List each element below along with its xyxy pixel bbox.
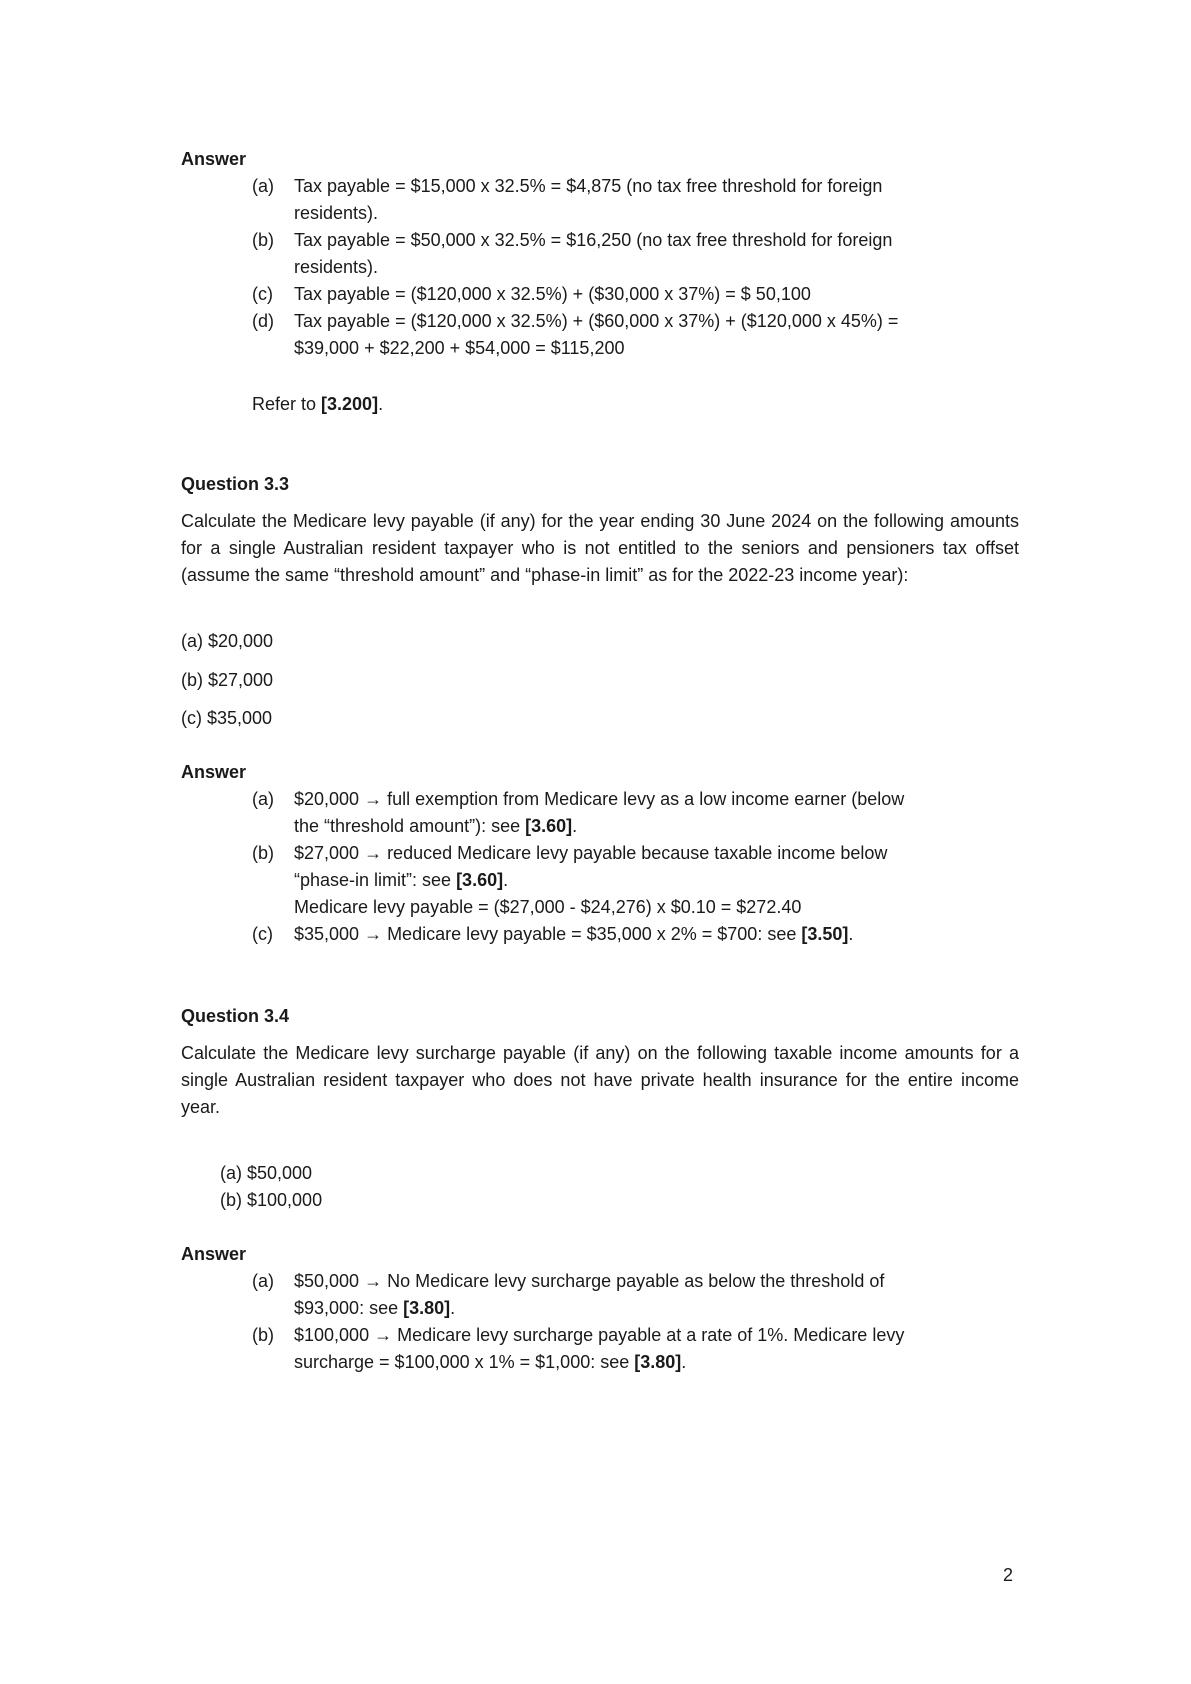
reference: [3.80] bbox=[403, 1298, 451, 1318]
answer-item-text bbox=[294, 921, 853, 947]
answer-item-label: (c) bbox=[252, 924, 273, 944]
answer-item-label: (a) bbox=[252, 789, 274, 809]
answer-item-text: Tax payable = ($120,000 x 32.5%) + ($60,000 x 37%) + ($120,000 x 45%) = bbox=[294, 311, 899, 331]
question-option: (b) $27,000 bbox=[181, 670, 274, 690]
page-number: 2 bbox=[1003, 1565, 1014, 1585]
reference: [3.200] bbox=[321, 394, 379, 414]
answer-item-text: $39,000 + $22,200 + $54,000 = $115,200 bbox=[294, 338, 625, 358]
answer-item-text: Tax payable = ($120,000 x 32.5%) + ($30,000 x 37%) = $ 50,100 bbox=[294, 284, 811, 304]
answer-item-label: (b) bbox=[252, 1325, 274, 1345]
answer-text: surcharge = $100,000 x 1% = $1,000: see bbox=[294, 1352, 635, 1372]
answer-item-text bbox=[294, 867, 508, 893]
question-option: (c) $35,000 bbox=[181, 708, 273, 728]
answer-heading: Answer bbox=[181, 149, 247, 169]
answer-heading: Answer bbox=[181, 762, 247, 782]
question-text: Calculate the Medicare levy surcharge payable (if any) on the following taxable income amounts for a single Australian resident taxpayer who does not have private health insurance for the entire income year. bbox=[181, 1043, 1019, 1117]
answer-item-label: (d) bbox=[252, 311, 274, 331]
answer-item-label: (c) bbox=[252, 284, 273, 304]
answer-item-text: Tax payable = $15,000 x 32.5% = $4,875 (no tax free threshold for foreign bbox=[294, 176, 883, 196]
reference: [3.50] bbox=[801, 924, 849, 944]
answer-item-text bbox=[294, 1295, 455, 1321]
answer-text: $35,000 → Medicare levy payable = $35,000 x 2% = $700: see bbox=[294, 924, 802, 944]
reference: [3.60] bbox=[456, 870, 504, 890]
answer-item-label: (b) bbox=[252, 843, 274, 863]
answer-item-text: Medicare levy payable = ($27,000 - $24,276) x $0.10 = $272.40 bbox=[294, 897, 802, 917]
answer-punct: . bbox=[503, 870, 509, 890]
reference: [3.80] bbox=[634, 1352, 682, 1372]
answer-item-text: $50,000 → No Medicare levy surcharge payable as below the threshold of bbox=[294, 1271, 885, 1291]
answer-item-text: residents). bbox=[294, 257, 379, 277]
question-option: (a) $20,000 bbox=[181, 631, 274, 651]
answer-item-text bbox=[294, 1349, 686, 1375]
refer-line bbox=[252, 391, 383, 417]
answer-item-text: $27,000 → reduced Medicare levy payable because taxable income below bbox=[294, 843, 888, 863]
answer-item-text: Tax payable = $50,000 x 32.5% = $16,250 (no tax free threshold for foreign bbox=[294, 230, 893, 250]
answer-item-text: residents). bbox=[294, 203, 379, 223]
answer-item-text: $100,000 → Medicare levy surcharge payable at a rate of 1%. Medicare levy bbox=[294, 1325, 905, 1345]
answer-item-text: $20,000 → full exemption from Medicare levy as a low income earner (below bbox=[294, 789, 905, 809]
answer-item-label: (b) bbox=[252, 230, 274, 250]
question-heading: Question 3.3 bbox=[181, 474, 290, 494]
answer-text: $93,000: see bbox=[294, 1298, 404, 1318]
answer-item-label: (a) bbox=[252, 1271, 274, 1291]
question-option: (a) $50,000 bbox=[220, 1163, 313, 1183]
question-option: (b) $100,000 bbox=[220, 1190, 323, 1210]
refer-punct: . bbox=[378, 394, 384, 414]
reference: [3.60] bbox=[525, 816, 573, 836]
refer-text: Refer to bbox=[252, 394, 322, 414]
answer-punct: . bbox=[572, 816, 578, 836]
answer-punct: . bbox=[848, 924, 854, 944]
answer-punct: . bbox=[450, 1298, 456, 1318]
answer-punct: . bbox=[681, 1352, 687, 1372]
answer-item-text bbox=[294, 813, 577, 839]
answer-text: the “threshold amount”): see bbox=[294, 816, 526, 836]
answer-heading: Answer bbox=[181, 1244, 247, 1264]
answer-item-label: (a) bbox=[252, 176, 274, 196]
answer-text: “phase-in limit”: see bbox=[294, 870, 457, 890]
question-heading: Question 3.4 bbox=[181, 1006, 290, 1026]
question-text: Calculate the Medicare levy payable (if any) for the year ending 30 June 2024 on the following amounts for a single Australian resident taxpayer who is not entitled to the seniors and pensioners tax offset (assume the same “threshold amount” and “phase-in limit” as for the 2022-23 income year): bbox=[181, 511, 1019, 585]
